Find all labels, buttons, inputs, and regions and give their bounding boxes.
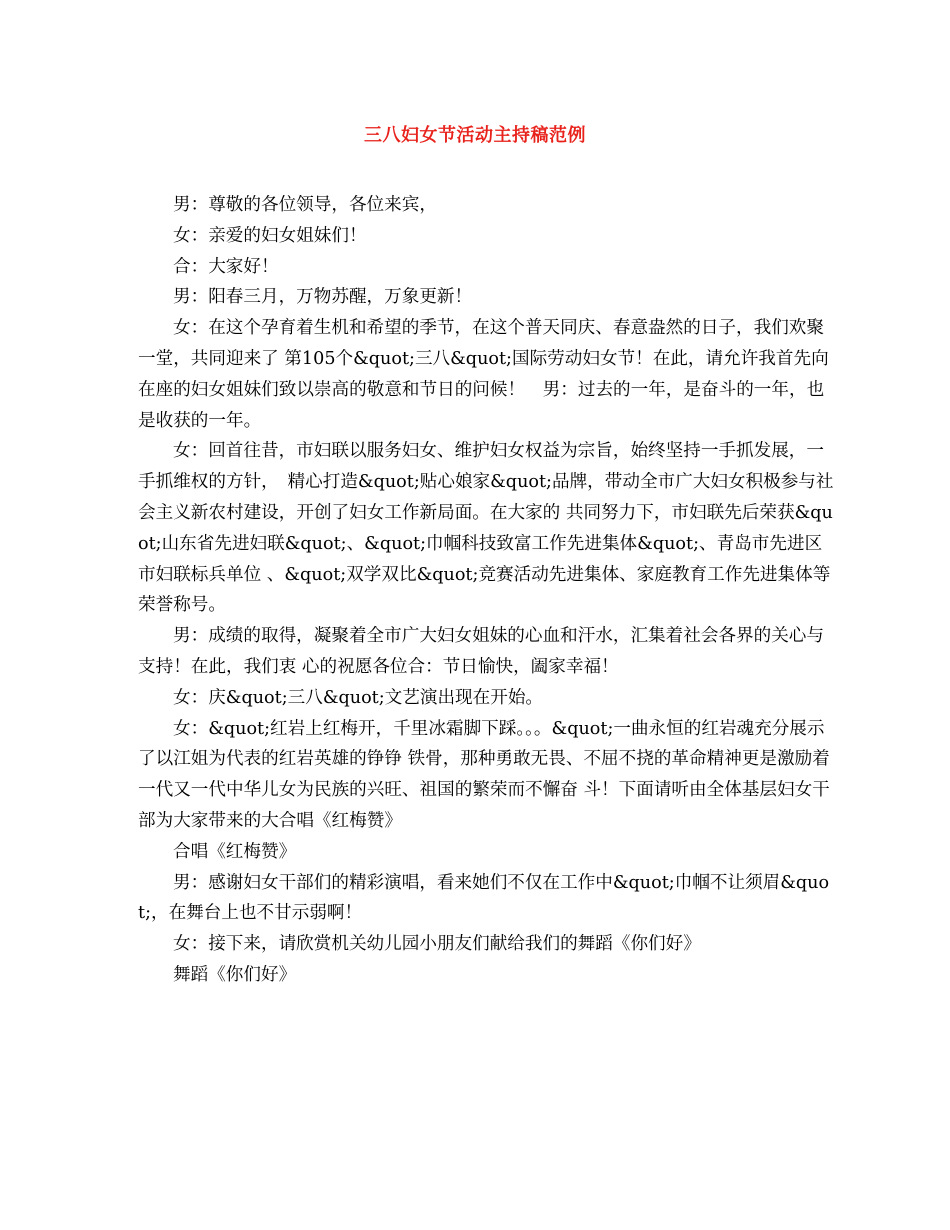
paragraph: 合：大家好！ [173,256,279,277]
paragraph: 男：尊敬的各位领导，各位来宾， [173,195,437,215]
paragraph: 男：阳春三月，万物苏醒，万象更新！ [173,287,473,308]
paragraph: 女：庆&quot;三八&quot;文艺演出现在开始。 [173,687,544,708]
paragraph: 男：成绩的取得，凝聚着全市广大妇女姐妹的心血和汗水，汇集着社会各界的关心与支持！在此，我们衷 心的祝愿各位合：节日愉快，阖家幸福！ [138,626,824,677]
paragraph: 合唱《红梅赞》 [173,841,297,862]
paragraph: 女：回首往昔，市妇联以服务妇女、维护妇女权益为宗旨，始终坚持一手抓发展，一手抓维权的方针， 精心打造&quot;贴心娘家&quot;品牌，带动全市广大妇女积极参与社会主义新农村建设，开创了妇女工作新局面。在大家的 共同努力下，市妇联先后荣获&quot;山东省先进妇联&quot;、&quot;巾帼科技致富工作先进集体&quot;、青岛市先进区市妇联标兵单位 、&quot;双学双比&quot;竞赛活动先进集体、家庭教育工作先进集体等荣誉称号。 [138,441,834,616]
paragraph: 女：亲爱的妇女姐妹们！ [173,225,367,246]
document-body [138,190,838,991]
paragraph: 女：在这个孕育着生机和希望的季节，在这个普天同庆、春意盎然的日子，我们欢聚一堂，共同迎来了 第105个&quot;三八&quot;国际劳动妇女节！在此，请允许我首先向在座的妇女姐妹们致以崇高的敬意和节日的问候！ 男：过去的一年，是奋斗的一年，也是收获的一年。 [138,318,829,431]
document-title: 三八妇女节活动主持稿范例 [364,125,586,146]
paragraph: 女：&quot;红岩上红梅开，千里冰霜脚下踩。。。&quot;一曲永恒的红岩魂充分展示了以江姐为代表的红岩英雄的铮铮 铁骨，那种勇敢无畏、不屈不挠的革命精神更是激励着一代又一代中华儿女为民族的兴旺、祖国的繁荣而不懈奋 斗！下面请听由全体基层妇女干部为大家带来的大合唱《红梅赞》 [138,718,830,831]
paragraph: 舞蹈《你们好》 [173,964,297,985]
paragraph: 女：接下来，请欣赏机关幼儿园小朋友们献给我们的舞蹈《你们好》 [173,934,701,955]
paragraph: 男：感谢妇女干部们的精彩演唱，看来她们不仅在工作中&quot;巾帼不让须眉&quot;，在舞台上也不甘示弱啊！ [138,872,830,924]
